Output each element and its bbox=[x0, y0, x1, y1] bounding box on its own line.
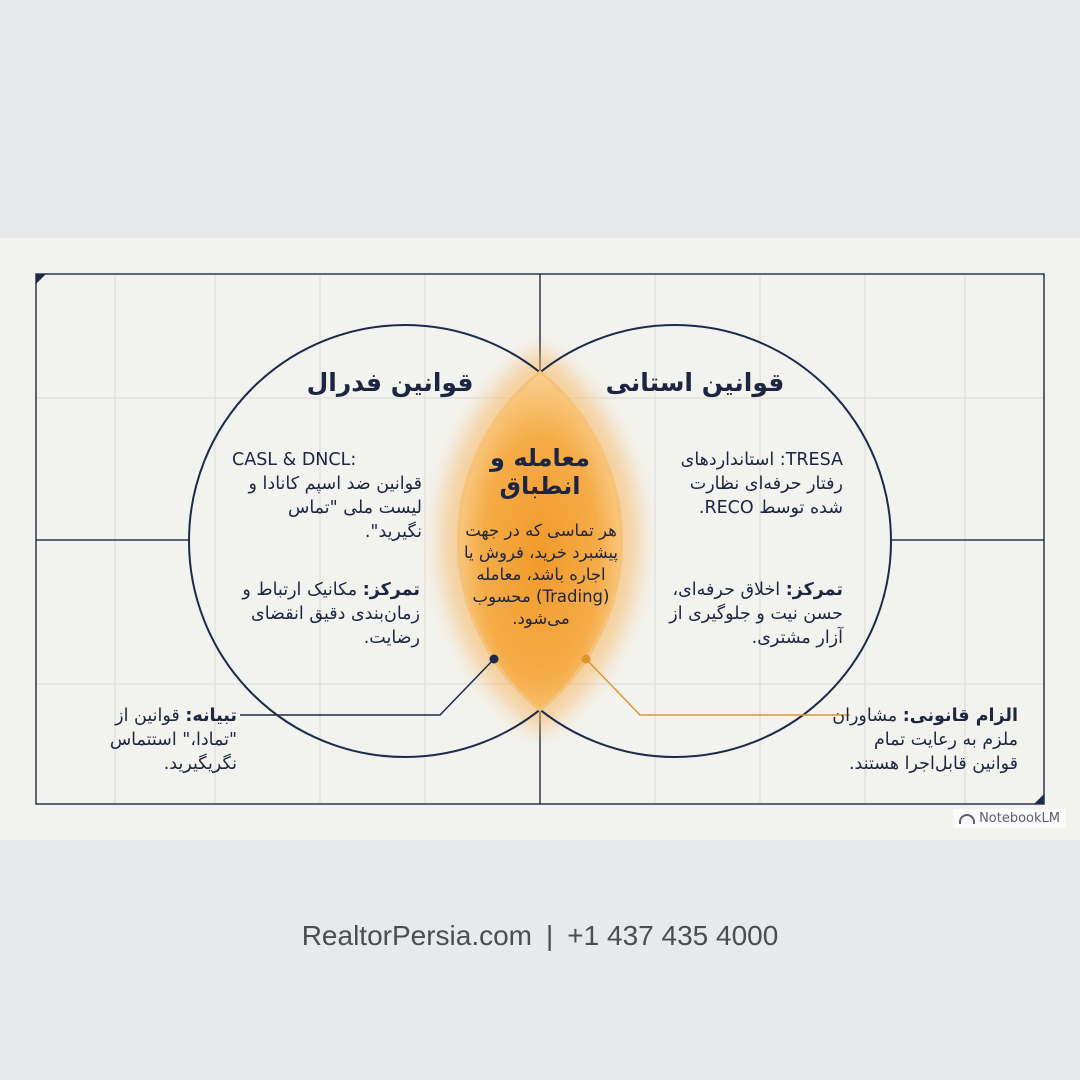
left-callout-label: تبیانه: bbox=[185, 706, 237, 726]
notebooklm-logo-icon bbox=[959, 814, 975, 824]
provincial-focus-block bbox=[660, 578, 843, 650]
federal-focus-block bbox=[230, 578, 420, 650]
footer-phone[interactable]: +1 437 435 4000 bbox=[567, 920, 779, 951]
footer-website[interactable]: RealtorPersia.com bbox=[301, 920, 533, 951]
footer-separator: | bbox=[546, 920, 554, 951]
casl-dncl-text: قوانین ضد اسپم کانادا و لیست ملی "تماس نگیرید". bbox=[248, 474, 422, 542]
right-callout-line bbox=[582, 655, 851, 716]
right-callout-label: الزام قانونی: bbox=[902, 706, 1018, 726]
tresa-text: : استانداردهای رفتار حرفه‌ای نظارت شده توسط RECO. bbox=[680, 450, 843, 518]
provincial-laws-title: قوانین استانی bbox=[605, 368, 785, 397]
notebooklm-watermark bbox=[953, 809, 1066, 828]
corner-marker-tl bbox=[36, 274, 46, 284]
infographic-panel bbox=[0, 238, 1080, 840]
right-callout bbox=[826, 704, 1018, 776]
federal-laws-title: قوانین فدرال bbox=[306, 368, 474, 397]
left-callout-text: قوانین از "تمادا،" استتماس نگریگیرید. bbox=[109, 706, 237, 774]
center-text: هر تماسی که در جهت پیشبرد خرید، فروش یا اجاره باشد، معامله (Trading) محسوب می‌شود. bbox=[463, 521, 619, 628]
footer-contact bbox=[0, 920, 1080, 952]
tresa-block bbox=[668, 448, 843, 520]
casl-dncl-block bbox=[232, 448, 422, 544]
federal-focus-label: تمرکز: bbox=[362, 580, 420, 600]
corner-marker-br bbox=[1034, 794, 1044, 804]
center-title: معامله و انطباق bbox=[490, 444, 590, 500]
federal-focus-text: مکانیک ارتباط و زمان‌بندی دقیق انقضای رضایت. bbox=[242, 580, 420, 648]
provincial-focus-label: تمرکز: bbox=[785, 580, 843, 600]
watermark-text: NotebookLM bbox=[979, 811, 1060, 826]
left-callout-line bbox=[240, 655, 499, 716]
tresa-label: TRESA bbox=[785, 450, 843, 470]
provincial-focus-text: اخلاق حرفه‌ای، حسن نیت و جلوگیری از آزار مشتری. bbox=[669, 580, 843, 648]
right-callout-text: مشاوران ملزم به رعایت تمام قوانین قابل‌اجرا هستند. bbox=[832, 706, 1018, 774]
left-callout bbox=[92, 704, 237, 776]
casl-dncl-heading: CASL & DNCL: bbox=[232, 450, 357, 470]
